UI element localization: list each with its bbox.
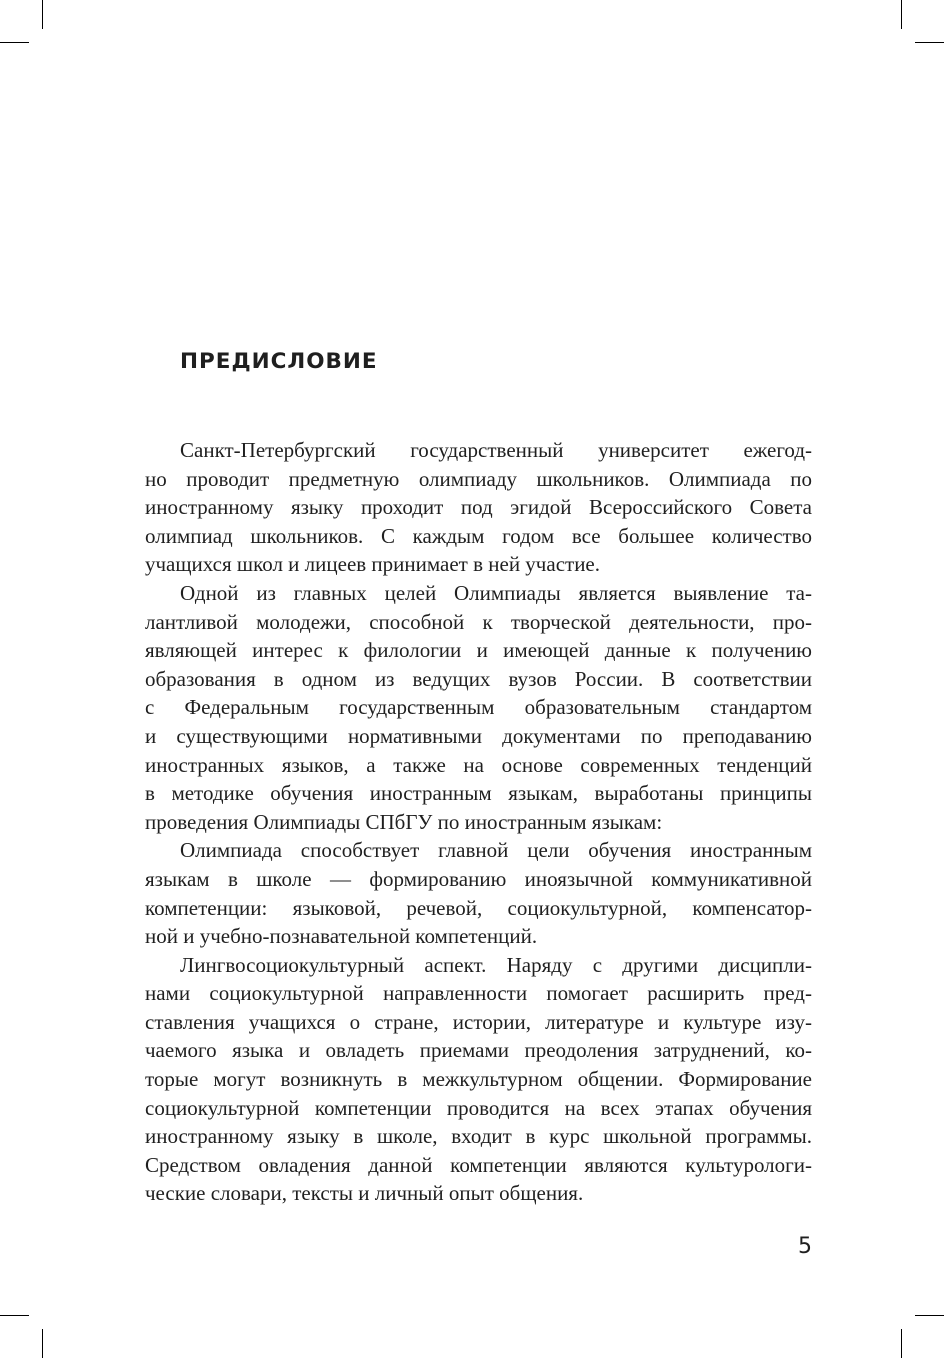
- text-line: в методике обучения иностранным языкам, выработаны принципы: [145, 781, 812, 806]
- paragraph-2: [145, 579, 812, 836]
- text-line: нами социокультурной направленности помогает расширить пред-: [145, 981, 812, 1006]
- text-line: Олимпиада способствует главной цели обучения иностранным: [180, 838, 812, 863]
- crop-mark-top-left-h: [0, 42, 29, 43]
- crop-mark-bottom-right-h: [915, 1315, 944, 1316]
- crop-mark-bottom-right-v: [901, 1329, 902, 1358]
- crop-mark-bottom-left-h: [0, 1315, 29, 1316]
- page-title: ПРЕДИСЛОВИЕ: [180, 349, 378, 374]
- text-line: ставления учащихся о стране, истории, литературе и культуре изу-: [145, 1009, 812, 1034]
- text-line: Одной из главных целей Олимпиады является выявление та-: [180, 580, 812, 605]
- text-line: Средством овладения данной компетенции являются культурологи-: [145, 1152, 812, 1177]
- text-line: компетенции: языковой, речевой, социокультурной, компенсатор-: [145, 895, 812, 920]
- text-line: Лингвосоциокультурный аспект. Наряду с другими дисципли-: [180, 952, 812, 977]
- text-line: чаемого языка и овладеть приемами преодоления затруднений, ко-: [145, 1038, 812, 1063]
- paragraph-1: [145, 436, 812, 579]
- text-line: социокультурной компетенции проводится на всех этапах обучения: [145, 1095, 812, 1120]
- text-line: иностранному языку в школе, входит в курс школьной программы.: [145, 1124, 812, 1149]
- paragraph-4: [145, 951, 812, 1208]
- text-line: языкам в школе — формированию иноязычной коммуникативной: [145, 866, 812, 891]
- crop-mark-top-left-v: [42, 0, 43, 29]
- text-line: иностранных языков, а также на основе современных тенденций: [145, 752, 812, 777]
- crop-mark-top-right-v: [901, 0, 902, 29]
- body-text: [145, 436, 812, 1208]
- text-line: являющей интерес к филологии и имеющей данные к получению: [145, 638, 812, 663]
- text-line: олимпиад школьников. С каждым годом все большее количество: [145, 523, 812, 548]
- text-line: ческие словари, тексты и личный опыт общения.: [145, 1181, 584, 1206]
- text-line: учащихся школ и лицеев принимает в ней участие.: [145, 552, 600, 577]
- text-line: Санкт-Петербургский государственный университет ежегод-: [180, 438, 812, 462]
- text-line: проведения Олимпиады СПбГУ по иностранным языкам:: [145, 809, 663, 834]
- text-line: и существующими нормативными документами по преподаванию: [145, 723, 812, 748]
- crop-mark-bottom-left-v: [42, 1329, 43, 1358]
- text-line: иностранному языку проходит под эгидой Всероссийского Совета: [145, 495, 812, 520]
- text-line: с Федеральным государственным образовательным стандартом: [145, 695, 812, 720]
- crop-mark-top-right-h: [915, 42, 944, 43]
- page-number: 5: [798, 1234, 812, 1259]
- text-line: ной и учебно-познавательной компетенций.: [145, 924, 538, 949]
- paragraph-3: [145, 836, 812, 950]
- text-line: образования в одном из ведущих вузов России. В соответствии: [145, 666, 812, 691]
- text-line: торые могут возникнуть в межкультурном общении. Формирование: [145, 1067, 812, 1092]
- text-line: но проводит предметную олимпиаду школьников. Олимпиада по: [145, 466, 812, 491]
- text-line: лантливой молодежи, способной к творческой деятельности, про-: [145, 609, 812, 634]
